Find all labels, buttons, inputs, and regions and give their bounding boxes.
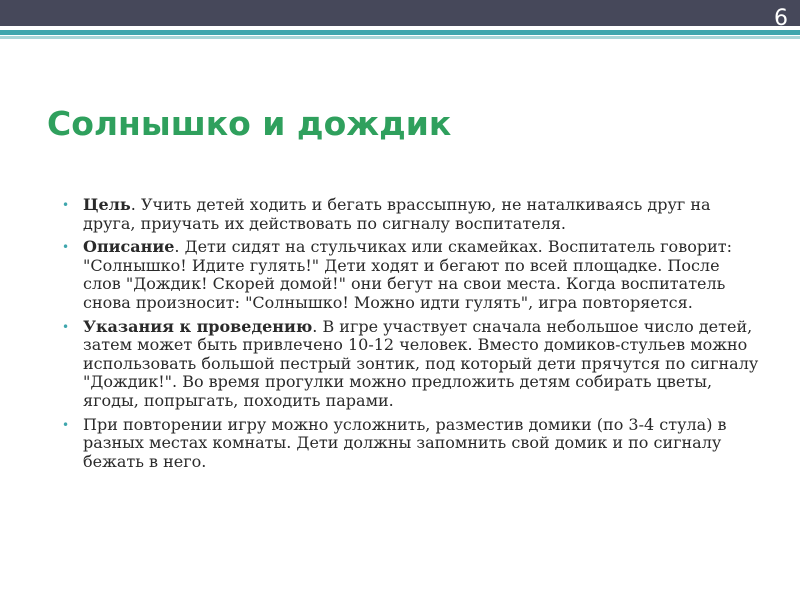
bullet-label: Описание — [83, 237, 175, 257]
bullet-item-repetition — [62, 416, 762, 472]
bullet-text: . Учить детей ходить и бегать врассыпную, не наталкиваясь друг на друга, приучать их действовать по сигналу воспитателя. — [83, 195, 711, 233]
accent-stripe — [0, 30, 800, 35]
slide-number: 6 — [774, 6, 788, 31]
bullet-text: При повторении игру можно усложнить, разместив домики (по 3-4 стула) в разных местах комнаты. Дети должны запомнить свой домик и по сигналу бежать в него. — [83, 414, 727, 471]
bullet-label: Указания к проведению — [83, 316, 313, 336]
bullet-dot-icon: • — [62, 319, 70, 334]
slide-title: Солнышко и дождик — [47, 104, 452, 143]
bullet-text: . Дети сидят на стульчиках или скамейках. Воспитатель говорит: "Солнышко! Идите гулять!" Дети ходят и бегают по всей площадке. После слов "Дождик! Скорей домой!" они бегут на свои места. Когда воспитатель снова произносит: "Солнышко! Можно идти гулять", игра повторяется. — [83, 237, 732, 312]
bullet-item-description — [62, 238, 762, 312]
bullet-item-instructions — [62, 318, 762, 411]
bullet-list — [62, 196, 762, 476]
accent-stripe-light — [0, 36, 800, 39]
top-header-band — [0, 0, 800, 26]
bullet-dot-icon: • — [62, 417, 70, 432]
bullet-dot-icon: • — [62, 198, 70, 212]
bullet-item-goal — [62, 196, 762, 233]
bullet-text: . В игре участвует сначала небольшое число детей, затем может быть привлечено 10-12 человек. Вместо домиков-стульев можно использовать большой пестрый зонтик, под который дети прячутся по сигналу "Дождик!". Во время прогулки можно предложить детям собирать цветы, ягоды, попрыгать, походить парами. — [83, 316, 759, 410]
bullet-label: Цель — [83, 195, 131, 214]
bullet-dot-icon: • — [62, 240, 70, 255]
